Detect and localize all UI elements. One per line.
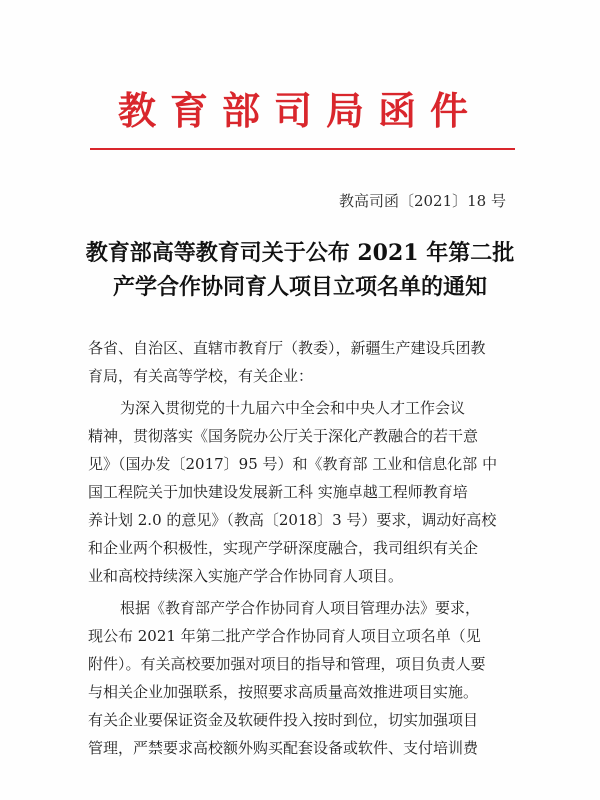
body-line-p1-5: 养计划 2.0 的意见》（教高〔2018〕3 号）要求，调动好高校 xyxy=(88,511,497,529)
body-line-p2-3: 附件）。有关高校要加强对项目的指导和管理，项目负责人要 xyxy=(88,655,486,673)
body-line-p1-2: 精神，贯彻落实《国务院办公厅关于深化产教融合的若干意 xyxy=(88,427,479,445)
body-line-p1-7: 业和高校持续深入实施产学合作协同育人项目。 xyxy=(88,567,404,585)
body-line-p2-6: 管理，严禁要求高校额外购买配套设备或软件、支付培训费 xyxy=(88,739,479,757)
letterhead-divider xyxy=(90,148,515,150)
body-line-p2-2: 现公布 2021 年第二批产学合作协同育人项目立项名单（见 xyxy=(88,627,481,645)
body-line-p1-6: 和企业两个积极性，实现产学研深度融合，我司组织有关企 xyxy=(88,539,479,557)
document-title-line-2: 产学合作协同育人项目立项名单的通知 xyxy=(112,274,487,300)
body-line-p1-1: 为深入贯彻党的十九届六中全会和中央人才工作会议 xyxy=(120,399,466,417)
document-title-line-1: 教育部高等教育司关于公布 2021 年第二批 xyxy=(85,240,515,266)
body-line-p1-3: 见》（国办发〔2017〕95 号）和《教育部 工业和信息化部 中 xyxy=(88,455,498,473)
body-line-p2-4: 与相关企业加强联系，按照要求高质量高效推进项目实施。 xyxy=(88,683,479,701)
letterhead-title: 教育部司局函件 xyxy=(117,89,482,133)
document-number: 教高司函〔2021〕18 号 xyxy=(338,192,506,210)
body-line-p2-5: 有关企业要保证资金及软硬件投入按时到位，切实加强项目 xyxy=(88,711,479,729)
body-line-addressee-1: 各省、自治区、直辖市教育厅（教委），新疆生产建设兵团教 xyxy=(88,339,486,357)
body-line-addressee-2: 育局，有关高等学校，有关企业： xyxy=(88,367,314,385)
body-line-p1-4: 国工程院关于加快建设发展新工科 实施卓越工程师教育培 xyxy=(88,483,468,501)
body-line-p2-1: 根据《教育部产学合作协同育人项目管理办法》要求， xyxy=(120,599,481,617)
